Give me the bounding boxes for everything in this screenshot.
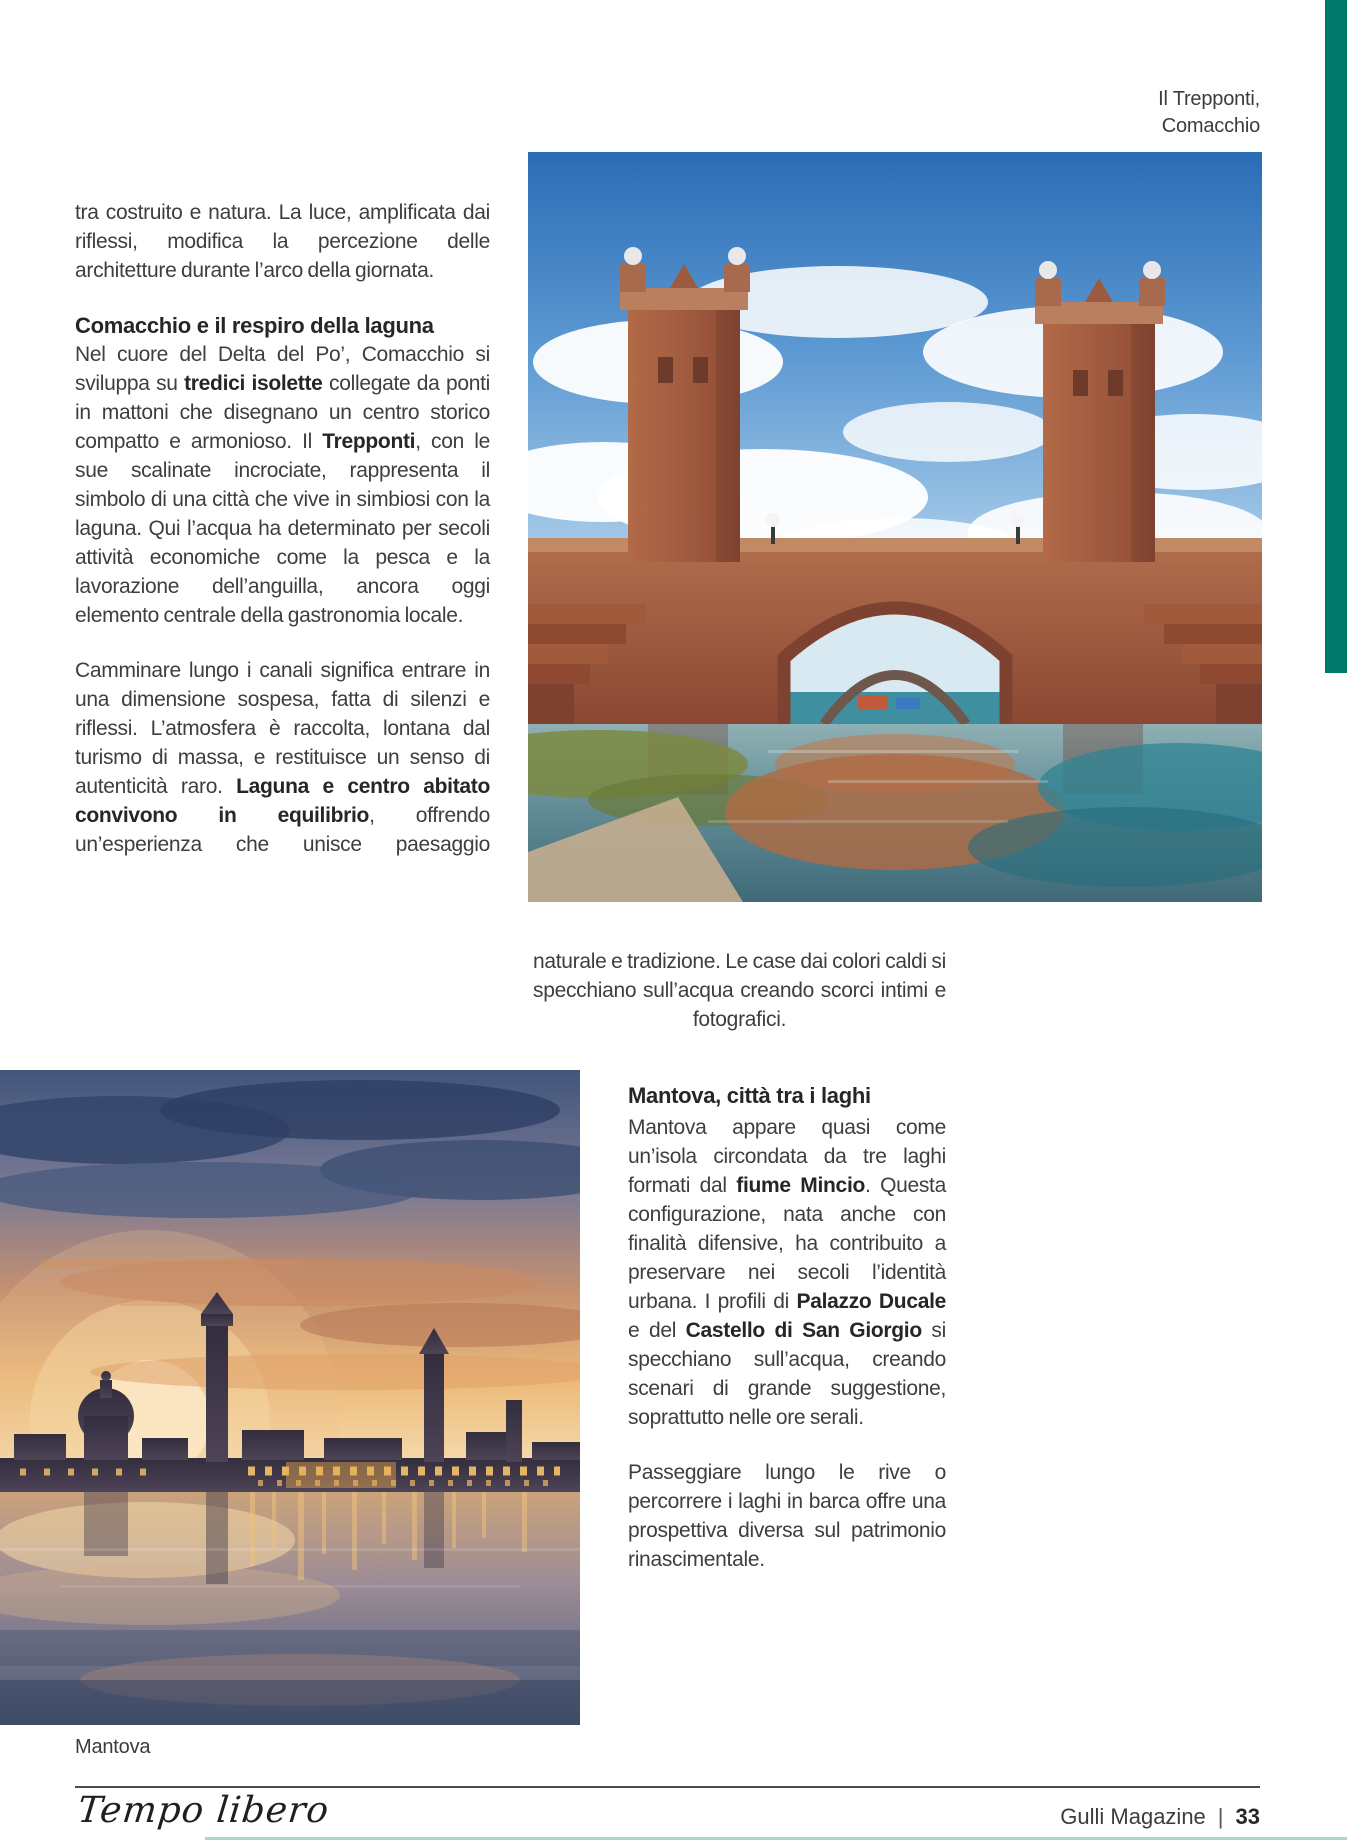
caption-line-1: Il Trepponti,	[1158, 88, 1260, 110]
left-column	[75, 198, 490, 885]
footer-divider	[75, 1786, 1260, 1788]
paragraph-naturale: naturale e tradizione. Le case dai colori caldi si specchiano sull’acqua creando scorci intimi e fotografici.	[533, 950, 946, 1031]
photo-caption-mantova: Mantova	[75, 1736, 151, 1758]
paragraph-canali: Camminare lungo i canali significa entrare in una dimensione sospesa, fatta di silenzi e riflessi. L’atmosfera è raccolta, lontana dal turismo di massa, e restituisce un senso di autenticità raro. Laguna e centro abitato convivono in equilibrio, offrendo un’esperienza che unisce paesaggio	[75, 659, 490, 856]
left-tower	[620, 247, 750, 562]
right-column	[628, 1081, 946, 1600]
right-tower	[1035, 261, 1165, 562]
footer-separator: |	[1217, 1804, 1224, 1829]
paragraph-mantova: Mantova appare quasi come un’isola circondata da tre laghi formati dal fiume Mincio. Questa configurazione, nata anche con finalità difensive, ha contribuito a preservare nei secoli l’identità urbana. I profili di Palazzo Ducale e del Castello di San Giorgio si specchiano sull’acqua, creando scenari di grande suggestione, soprattutto nelle ore serali.	[628, 1116, 946, 1429]
paragraph-intro: tra costruito e natura. La luce, amplificata dai riflessi, modifica la percezione delle architetture durante l’arco della giornata.	[75, 201, 490, 282]
heading-comacchio: Comacchio e il respiro della laguna	[75, 313, 434, 338]
mantova-illustration	[0, 1070, 580, 1725]
footer-page-info	[1060, 1804, 1260, 1830]
lake-water	[0, 1492, 580, 1725]
section-title-script: Tempo libero	[75, 1790, 332, 1831]
trepponti-illustration	[528, 152, 1262, 902]
photo-mantova	[0, 1070, 580, 1725]
page-number: 33	[1235, 1804, 1260, 1829]
photo-trepponti	[528, 152, 1262, 902]
paragraph-passeggiare: Passeggiare lungo le rive o percorrere i laghi in barca offre una prospettiva diversa sul patrimonio rinascimentale.	[628, 1461, 946, 1571]
magazine-name: Gulli Magazine	[1060, 1804, 1206, 1829]
paragraph-comacchio: Nel cuore del Delta del Po’, Comacchio si sviluppa su tredici isolette collegate da ponti in mattoni che disegnano un centro storico compatto e armonioso. Il Trepponti, con le sue scalinate incrociate, rappresenta il simbolo di una città che vive in simbiosi con la laguna. Qui l’acqua ha determinato per secoli attività economiche come la pesca e la lavorazione dell’anguilla, ancora oggi elemento centrale della gastronomia locale.	[75, 343, 491, 627]
canal-water	[528, 724, 1262, 902]
photo-caption-trepponti	[1158, 86, 1260, 140]
accent-bar	[1325, 0, 1347, 673]
heading-mantova: Mantova, città tra i laghi	[628, 1083, 871, 1108]
caption-line-2: Comacchio	[1161, 115, 1260, 137]
